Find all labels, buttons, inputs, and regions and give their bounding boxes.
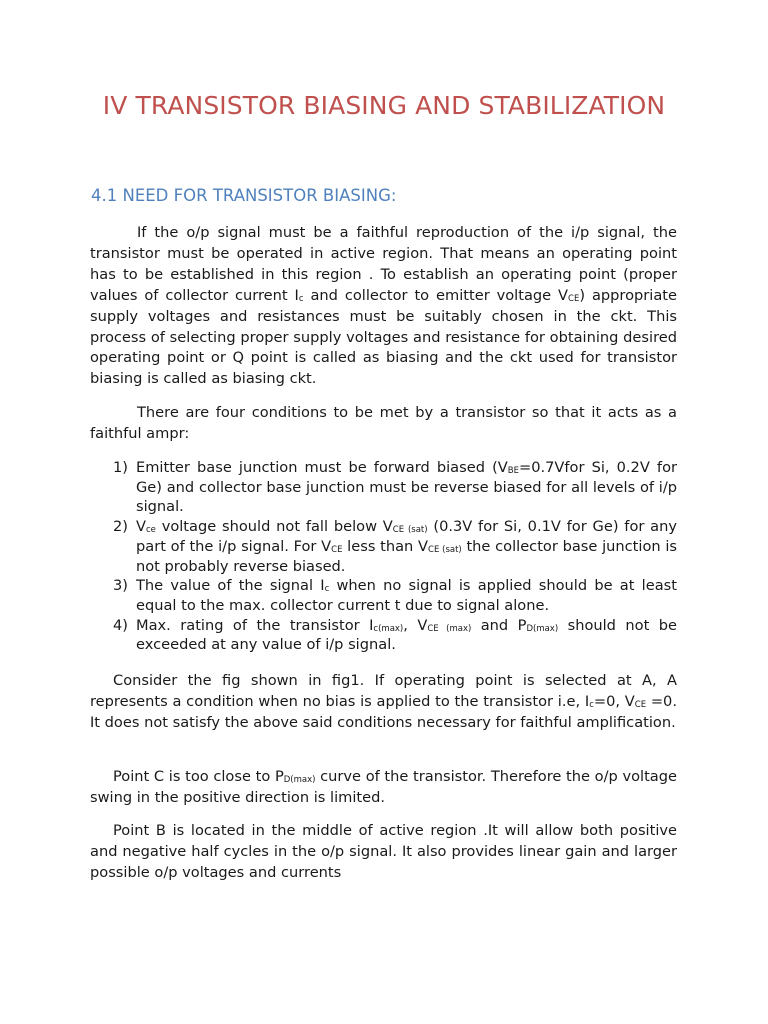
paragraph-point-a: Consider the fig shown in fig1. If operating point is selected at A, A represents a condition when no bias is applied to the transistor i.e, $I_c=0$, $V_{CE} =0$. It does not satisfy the above said conditions necessary for faithful amplification. <box>90 672 677 731</box>
paragraph-point-c: Point C is too close to $P_{D(max)}$ curve of the transistor. Therefore the o/p voltage swing in the positive direction is limited. <box>90 768 677 806</box>
list-item: 2) $V_{ce}$ voltage should not fall below $V_{CE (sat)}$ (0.3V for Si, 0.1V for Ge) for any part of the i/p signal. For $V_{CE}$ less than $V_{CE (sat)}$ the collector base junction is not probably reverse biased. <box>113 518 678 575</box>
paragraph-point-b: Point B is located in the middle of active region .It will allow both positive and negative half cycles in the o/p signal. It also provides linear gain and larger possible o/p voltages and currents <box>90 822 677 881</box>
paragraph-biasing-intro: If the o/p signal must be a faithful reproduction of the i/p signal, the transistor must be operated in active region. That means an operating point has to be established in this region . To establish an operating point (proper values of collector current $I_c$ and collector to emitter voltage $V_{CE}$) appropriate supply voltages and resistances must be suitably chosen in the ckt. This process of selecting proper supply voltages and resistance for obtaining desired operating point or Q point is called as biasing and the ckt used for transistor biasing is called as biasing ckt. <box>90 224 677 388</box>
list-item: 3) The value of the signal $I_c$ when no signal is applied should be at least equal to the max. collector current t due to signal alone. <box>113 577 677 614</box>
conditions-list <box>90 458 677 655</box>
list-item: 4) Max. rating of the transistor $I_{c(max)}$, $V_{CE (max)}$ and $P_{D(max)}$ should not be exceeded at any value of i/p signal. <box>113 616 677 654</box>
list-item: 1) Emitter base junction must be forward biased ($V_{BE}=0.7Vfor$ Si, 0.2V for Ge) and collector base junction must be reverse biased for all levels of i/p signal. <box>113 459 677 516</box>
chapter-title: IV TRANSISTOR BIASING AND STABILIZATION <box>102 91 666 120</box>
paragraph-conditions-intro: There are four conditions to be met by a transistor so that it acts as a faithful ampr: <box>90 404 677 442</box>
section-heading: 4.1 NEED FOR TRANSISTOR BIASING: <box>91 186 397 205</box>
